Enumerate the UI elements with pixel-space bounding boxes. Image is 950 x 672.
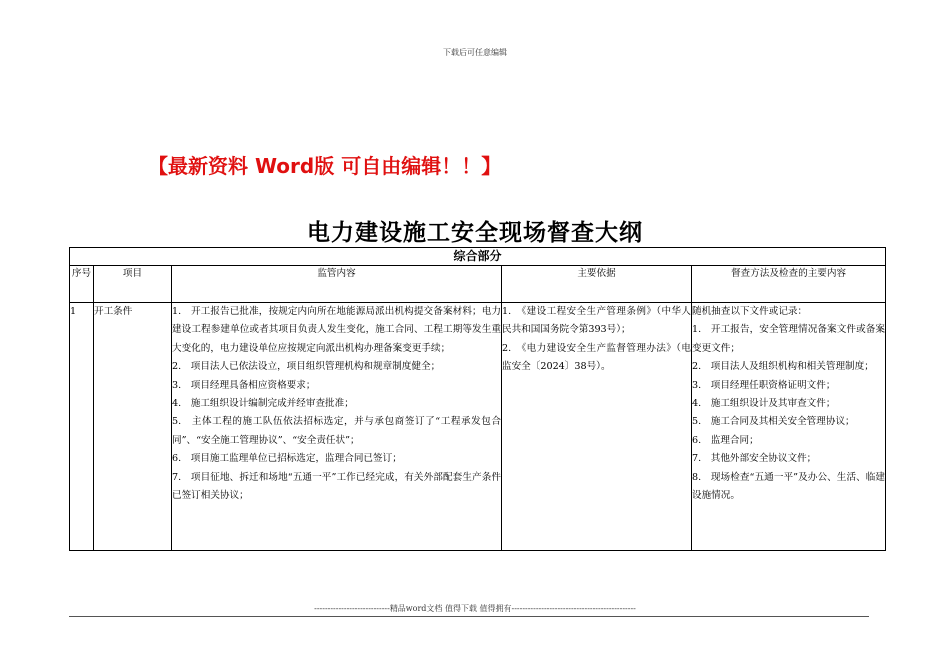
method-item: 5. 施工合同及其相关安全管理协议；: [692, 416, 855, 428]
inspection-table: [69, 247, 886, 551]
content-item: 1. 开工报告已批准，按规定内向所在地能源局派出机构提交备案材料；电力建设工程参建单位或者其项目负责人发生变化，施工合同、工程工期等发生重大变化的，电力建设单位应按规定向派出机构办理备案变更手续；: [172, 306, 501, 354]
column-header-project: 项目: [94, 266, 172, 303]
table-header-row: [70, 266, 886, 303]
footer-divider: [69, 616, 869, 617]
method-item: 2. 项目法人及组织机构和相关管理制度；: [692, 361, 874, 373]
method-item: 随机抽查以下文件或记录：: [692, 306, 808, 317]
table-row: [70, 303, 886, 551]
method-item: 4. 施工组织设计及其审查文件；: [692, 398, 836, 410]
basis-item: 2. 《电力建设安全生产监督管理办法》（电监安全〔2024〕38号）。: [502, 342, 691, 373]
document-title: 电力建设施工安全现场督查大纲: [307, 220, 643, 246]
content-item: 6. 项目施工监理单位已招标选定，监理合同已签订；: [172, 453, 402, 465]
row-number: 1: [70, 303, 94, 551]
basis-item: 1. 《建设工程安全生产管理条例》（中华人民共和国国务院令第393号）；: [502, 306, 691, 336]
content-item: 2. 项目法人已依法设立，项目组织管理机构和规章制度健全；: [172, 361, 441, 373]
row-method-cell: [692, 303, 886, 551]
promo-banner: 【最新资料 Word版 可自由编辑！！】: [148, 154, 502, 178]
footer-text: ----------------------------精品word文档 值得下载 值得拥有----------------------------------------------: [314, 604, 636, 613]
content-item: 5. 主体工程的施工队伍依法招标选定，并与承包商签订了“工程承发包合同”、“安全施工管理协议”、“安全责任状”；: [172, 416, 501, 446]
section-title: 综合部分: [70, 248, 886, 266]
header-note: 下载后可任意编辑: [443, 48, 507, 57]
method-item: 6. 监理合同；: [692, 434, 759, 446]
content-item: 3. 项目经理具备相应资格要求；: [172, 379, 316, 391]
method-item: 3. 项目经理任职资格证明文件；: [692, 379, 836, 391]
row-project: 开工条件: [94, 303, 172, 551]
row-basis-cell: [502, 303, 692, 551]
column-header-content: 监管内容: [172, 266, 502, 303]
row-content-cell: [172, 303, 502, 551]
column-header-basis: 主要依据: [502, 266, 692, 303]
column-header-method: 督查方法及检查的主要内容: [692, 266, 886, 303]
method-item: 8. 现场检查“五通一平”及办公、生活、临建设施情况。: [692, 471, 886, 502]
column-header-no: 序号: [70, 266, 94, 303]
content-item: 4. 施工组织设计编制完成并经审查批准；: [172, 398, 354, 410]
content-item: 7. 项目征地、拆迁和场地“五通一平”工作已经完成，有关外部配套生产条件已签订相关协议；: [172, 471, 501, 502]
method-item: 1. 开工报告，安全管理情况备案文件或备案变更文件；: [692, 324, 886, 354]
method-item: 7. 其他外部安全协议文件；: [692, 453, 817, 465]
